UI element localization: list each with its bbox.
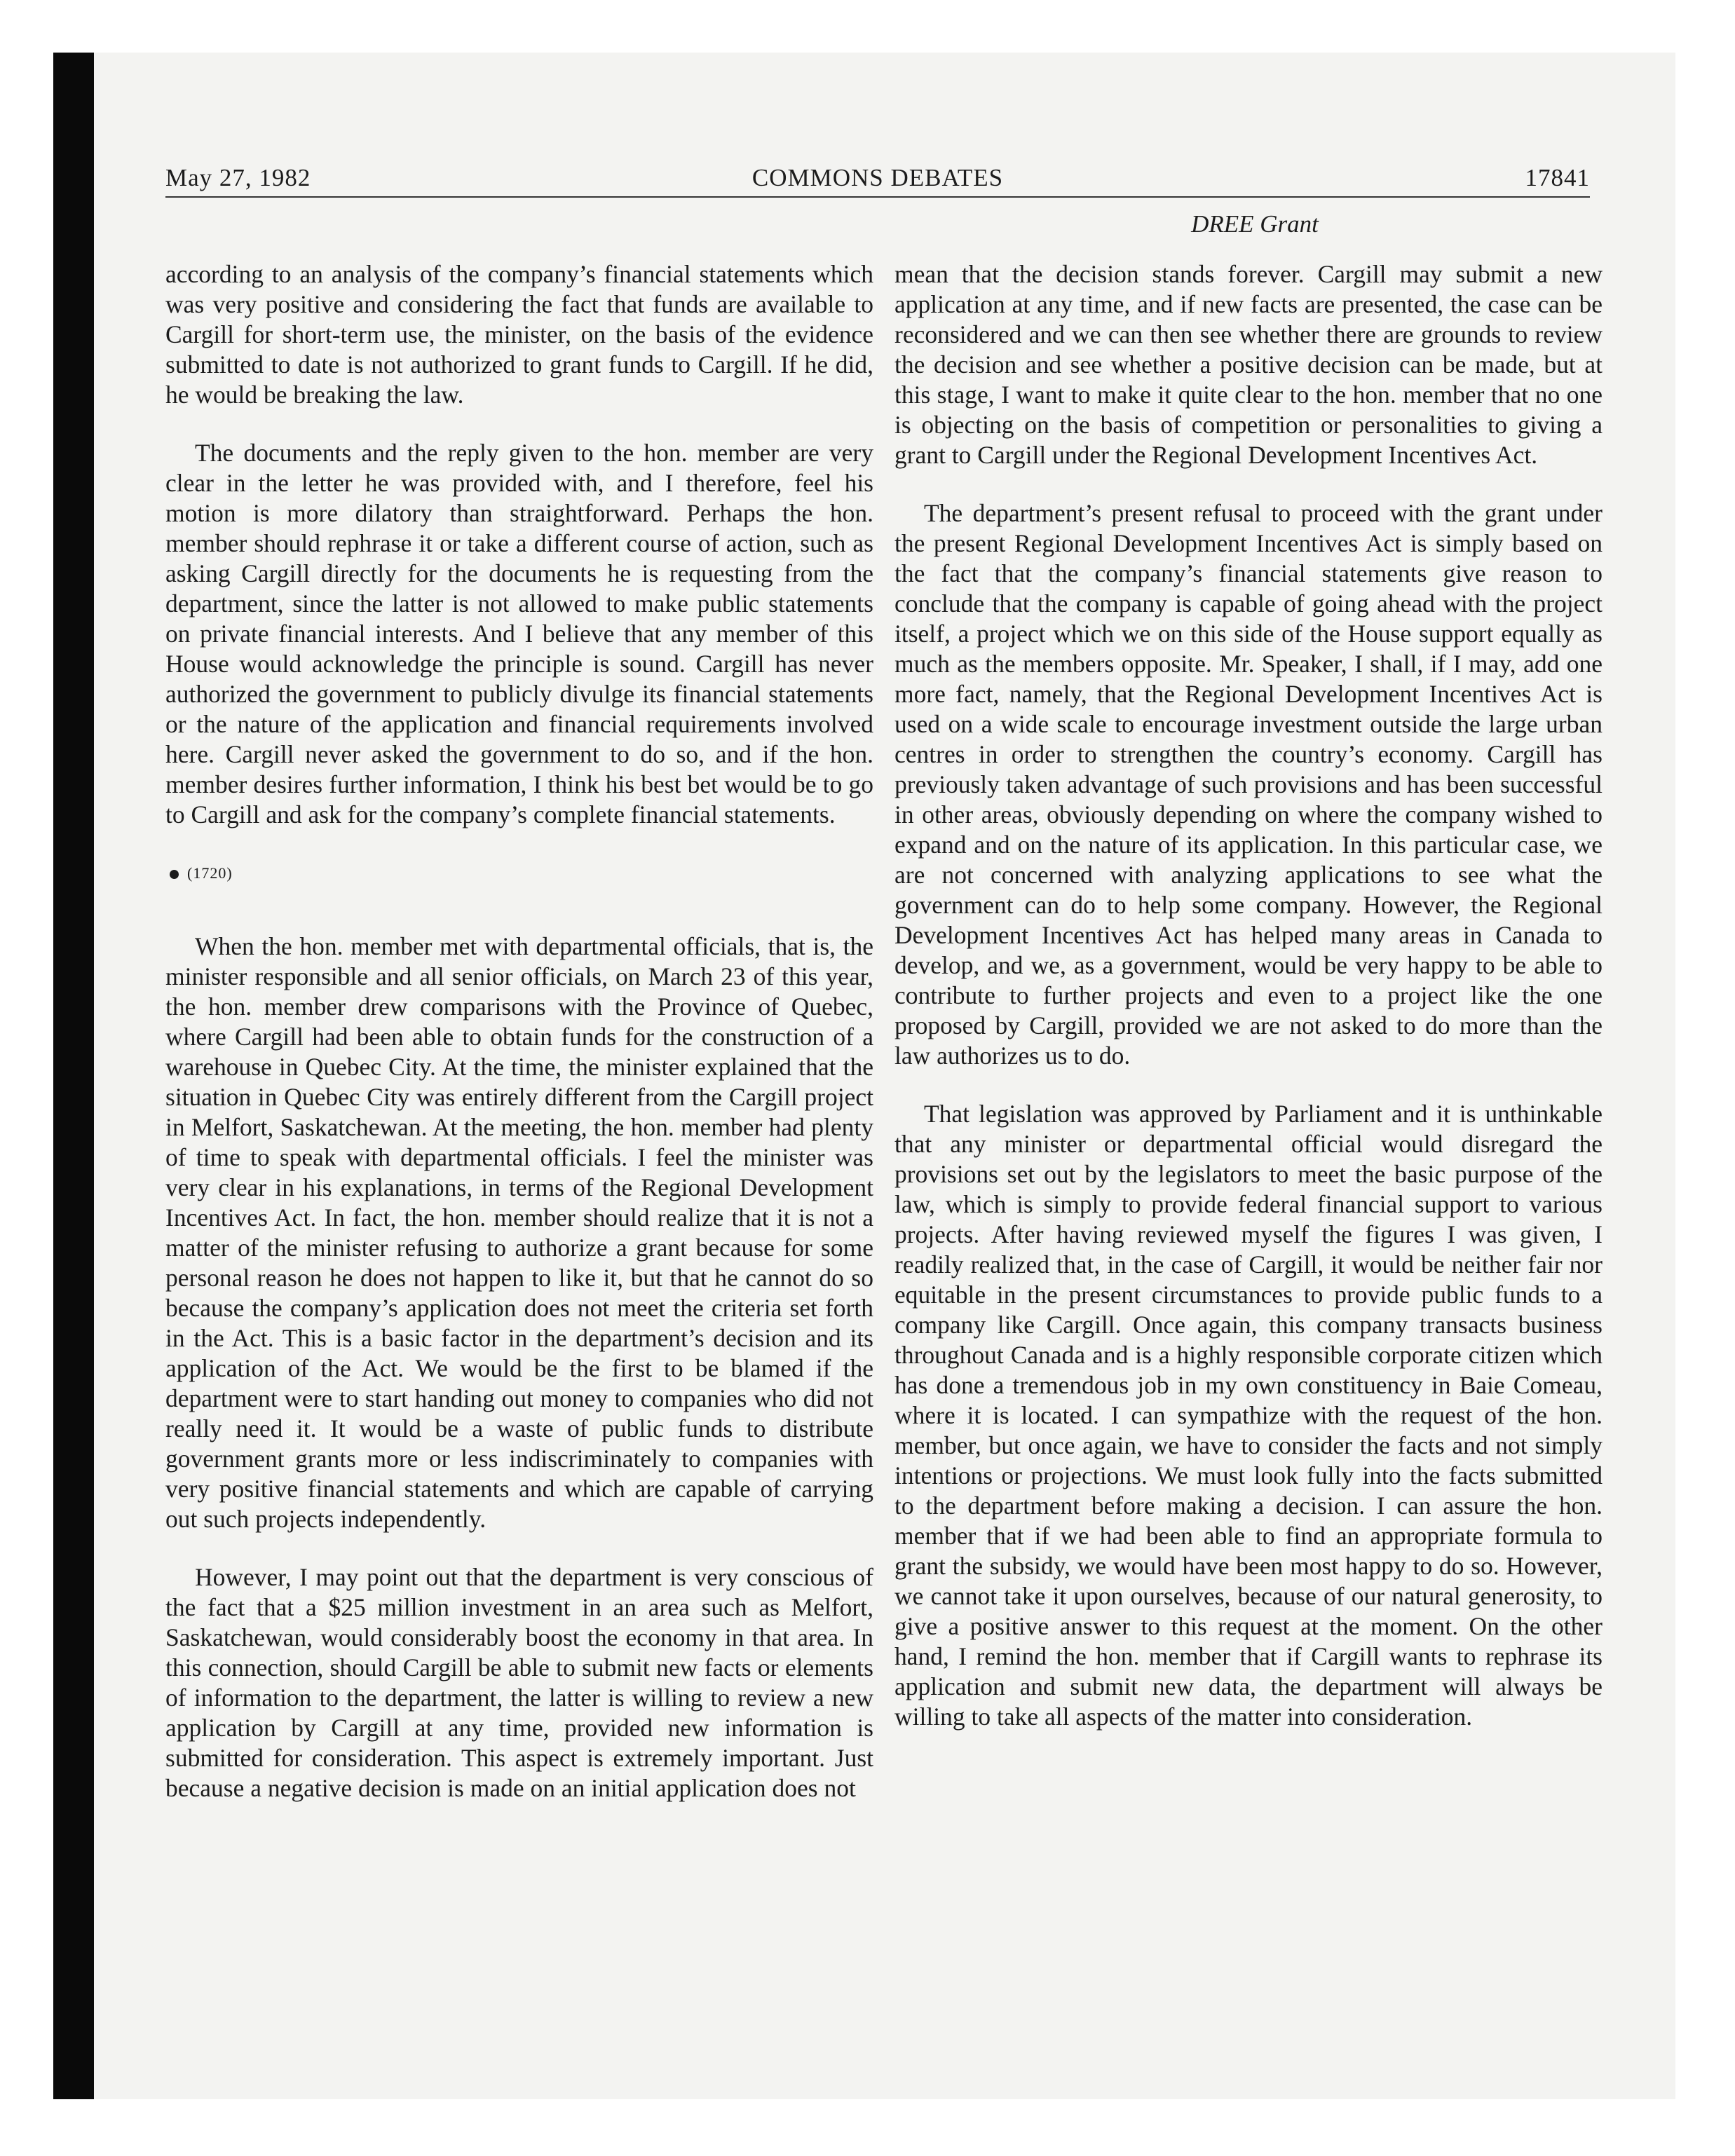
- header-date: May 27, 1982: [165, 164, 311, 191]
- left-column: [165, 259, 873, 1831]
- scan-margin-band: [53, 53, 94, 2099]
- header-page-number: 17841: [1525, 164, 1590, 191]
- running-head: DREE Grant: [1191, 210, 1319, 238]
- paragraph: The documents and the reply given to the hon. member are very clear in the letter he was provided with, and I therefore, feel his motion is more dilatory than straightforward. Perhaps the hon. member should rephrase it or take a different course of action, such as asking Cargill directly for the documents he is requesting from the department, since the latter is not allowed to make public statements on private financial interests. And I believe that any member of this House would acknowledge the principle is sound. Cargill has never authorized the government to publicly divulge its financial statements or the nature of the application and financial requirements involved here. Cargill never asked the government to do so, and if the hon. member desires further information, I think his best bet would be to go to Cargill and ask for the company’s complete financial statements.: [165, 439, 873, 828]
- paragraph: That legislation was approved by Parliament and it is unthinkable that any minister or departmental official would disregard the provisions set out by the legislators to meet the basic purpose of the law, which is simply to provide federal financial support to various projects. After having reviewed myself the figures I was given, I readily realized that, in the case of Cargill, it would be neither fair nor equitable in the present circumstances to provide public funds to a company like Cargill. Once again, this company transacts business throughout Canada and is a highly responsible corporate citizen which has done a tremendous job in my own constituency in Baie Comeau, where it is located. I can sympathize with the request of the hon. member, but once again, we have to consider the facts and not simply intentions or projections. We must look fully into the facts submitted to the department before making a decision. I can assure the hon. member that if we had been able to find an appropriate formula to grant the subsidy, we would have been most happy to do so. However, we cannot take it upon ourselves, because of our natural generosity, to give a positive answer to this request at the moment. On the other hand, I remind the hon. member that if Cargill wants to rephrase its application and submit new data, the department will always be willing to take all aspects of the matter into consideration.: [894, 1100, 1603, 1731]
- paragraph: mean that the decision stands forever. Cargill may submit a new application at any time, and if new facts are presented, the case can be reconsidered and we can then see whether there are grounds to review the decision and see whether a positive decision can be made, but at this stage, I want to make it quite clear to the hon. member that no one is objecting on the basis of competition or personalities to giving a grant to Cargill under the Regional Development Incentives Act.: [894, 260, 1603, 469]
- timestamp-marker: [170, 858, 873, 888]
- bullet-icon: [170, 870, 179, 879]
- page-header: [165, 158, 1590, 198]
- header-title: COMMONS DEBATES: [751, 164, 1004, 191]
- paragraph: However, I may point out that the department is very conscious of the fact that a $25 million investment in an area such as Melfort, Saskatchewan, would considerably boost the economy in that area. In this connection, should Cargill be able to submit new facts or elements of information to the department, the latter is willing to review a new application by Cargill at any time, provided new information is submitted for consideration. This aspect is extremely important. Just because a negative decision is made on an initial application does not: [165, 1563, 873, 1802]
- paragraph: When the hon. member met with departmental officials, that is, the minister responsible and all senior officials, on March 23 of this year, the hon. member drew comparisons with the Province of Quebec, where Cargill had been able to obtain funds for the construction of a warehouse in Quebec City. At the time, the minister explained that the situation in Quebec City was entirely different from the Cargill project in Melfort, Saskatchewan. At the meeting, the hon. member had plenty of time to speak with departmental officials. I feel the minister was very clear in his explanations, in terms of the Regional Development Incentives Act. In fact, the hon. member should realize that it is not a matter of the minister refusing to authorize a grant because for some personal reason he does not happen to like it, but that he cannot do so because the company’s application does not meet the criteria set forth in the Act. This is a basic factor in the department’s decision and its application of the Act. We would be the first to be blamed if the department were to start handing out money to companies who did not really need it. It would be a waste of public funds to distribute government grants more or less indiscriminately to companies with very positive financial statements and which are capable of carrying out such projects independently.: [165, 932, 873, 1533]
- timestamp-text: (1720): [187, 864, 233, 882]
- paragraph: The department’s present refusal to proceed with the grant under the present Regional Development Incentives Act is simply based on the fact that the company’s financial statements give reason to conclude that the company is capable of going ahead with the project itself, a project which we on this side of the House support equally as much as the members opposite. Mr. Speaker, I shall, if I may, add one more fact, namely, that the Regional Development Incentives Act is used on a wide scale to encourage investment outside the large urban centres in order to strengthen the country’s economy. Cargill has previously taken advantage of such provisions and has been successful in other areas, obviously depending on where the company wished to expand and on the nature of its application. In this particular case, we are not concerned with analyzing applications to see what the government can do to help some company. However, the Regional Development Incentives Act has helped many areas in Canada to develop, and we, as a government, would be very happy to be able to contribute to further projects and even to a project like the one proposed by Cargill, provided we are not asked to do more than the law authorizes us to do.: [894, 499, 1603, 1070]
- paragraph: according to an analysis of the company’s financial statements which was very positive and considering the fact that funds are available to Cargill for short-term use, the minister, on the basis of the evidence submitted to date is not authorized to grant funds to Cargill. If he did, he would be breaking the law.: [165, 260, 873, 409]
- right-column: [894, 259, 1603, 1760]
